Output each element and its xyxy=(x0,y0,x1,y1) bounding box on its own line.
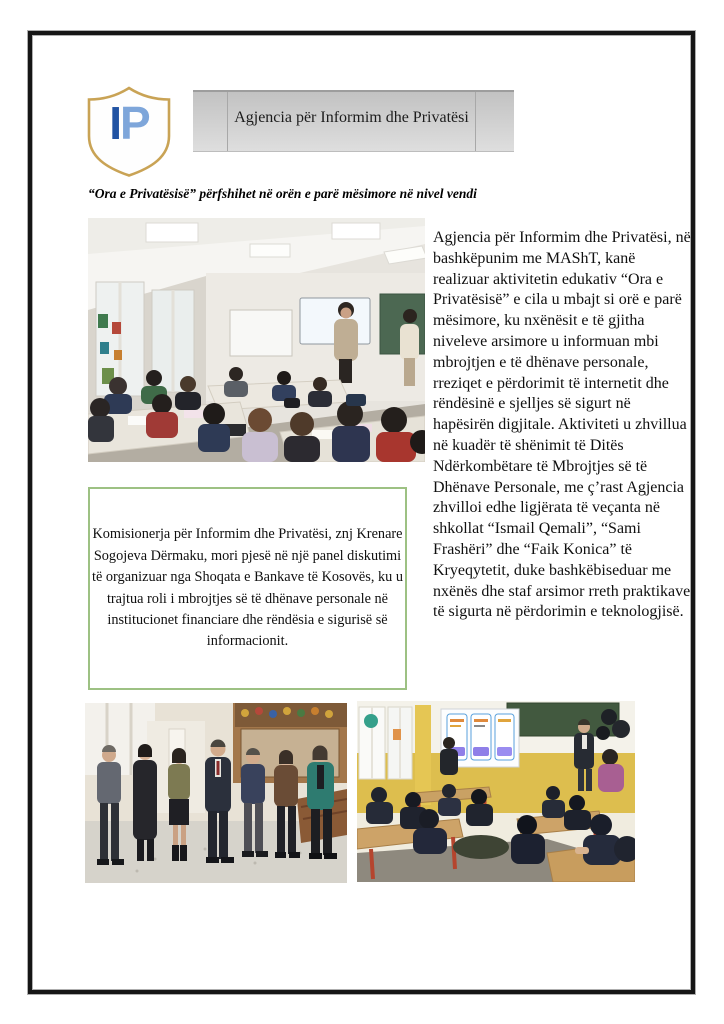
classroom-activity-photo xyxy=(88,218,425,462)
agency-logo xyxy=(84,84,174,178)
banner-left-cell xyxy=(193,92,228,151)
logo-letters xyxy=(84,97,174,149)
banner-title: Agjencia për Informim dhe Privatësi xyxy=(234,108,469,126)
quote-box xyxy=(88,487,407,690)
banner-right-cell xyxy=(475,92,514,151)
article-body: Agjencia për Informim dhe Privatësi, në bashkëpunim me MAShT, kanë realizuar aktivitetin edukativ “Ora e Privatësisë” e cila u mbajt si orë e parë mësimore, ku nxënësit e të gjitha niveleve arsimore u informuan mbi mbrojtjen e të dhënave personale, rreziqet e përdorimit të internetit dhe rëndësinë e sjelljes së sigurt në hapësirën digjitale. Aktiviteti u zhvillua në kuadër të shënimit të Ditës Ndërkombëtare të Mbrojtjes së të Dhënave Personale, me ç’rast Agjencia zhvilloi edhe ligjërata të veçanta në shkollat “Ismail Qemali”, “Sami Frashëri” dhe “Faik Konica” të Kryeqytetit, duke bashkëbiseduar me nxënës dhe staf arsimor rreth praktikave të sigurta në përdorimin e teknologjisë. xyxy=(433,229,691,621)
article-headline: “Ora e Privatësisë” përfshihet në orën e parë mësimore në nivel vendi xyxy=(88,186,477,201)
logo-letter-p: P xyxy=(120,97,149,149)
quote-text: Komisionerja për Informim dhe Privatësi, znj Krenare Sogojeva Dërmaku, mori pjesë në një panel diskutimi të organizuar nga Shoqata e Bankave të Kosovës, ku u trajtua roli i mbrojtjes së të dhënave personale në institucionet financiare dhe rëndësia e sigurisë së informacionit. xyxy=(92,526,403,650)
logo-letter-i: I xyxy=(109,97,121,149)
classroom-lecture-photo xyxy=(357,701,635,882)
group-photo-hallway xyxy=(85,703,347,883)
header-banner xyxy=(193,90,514,152)
